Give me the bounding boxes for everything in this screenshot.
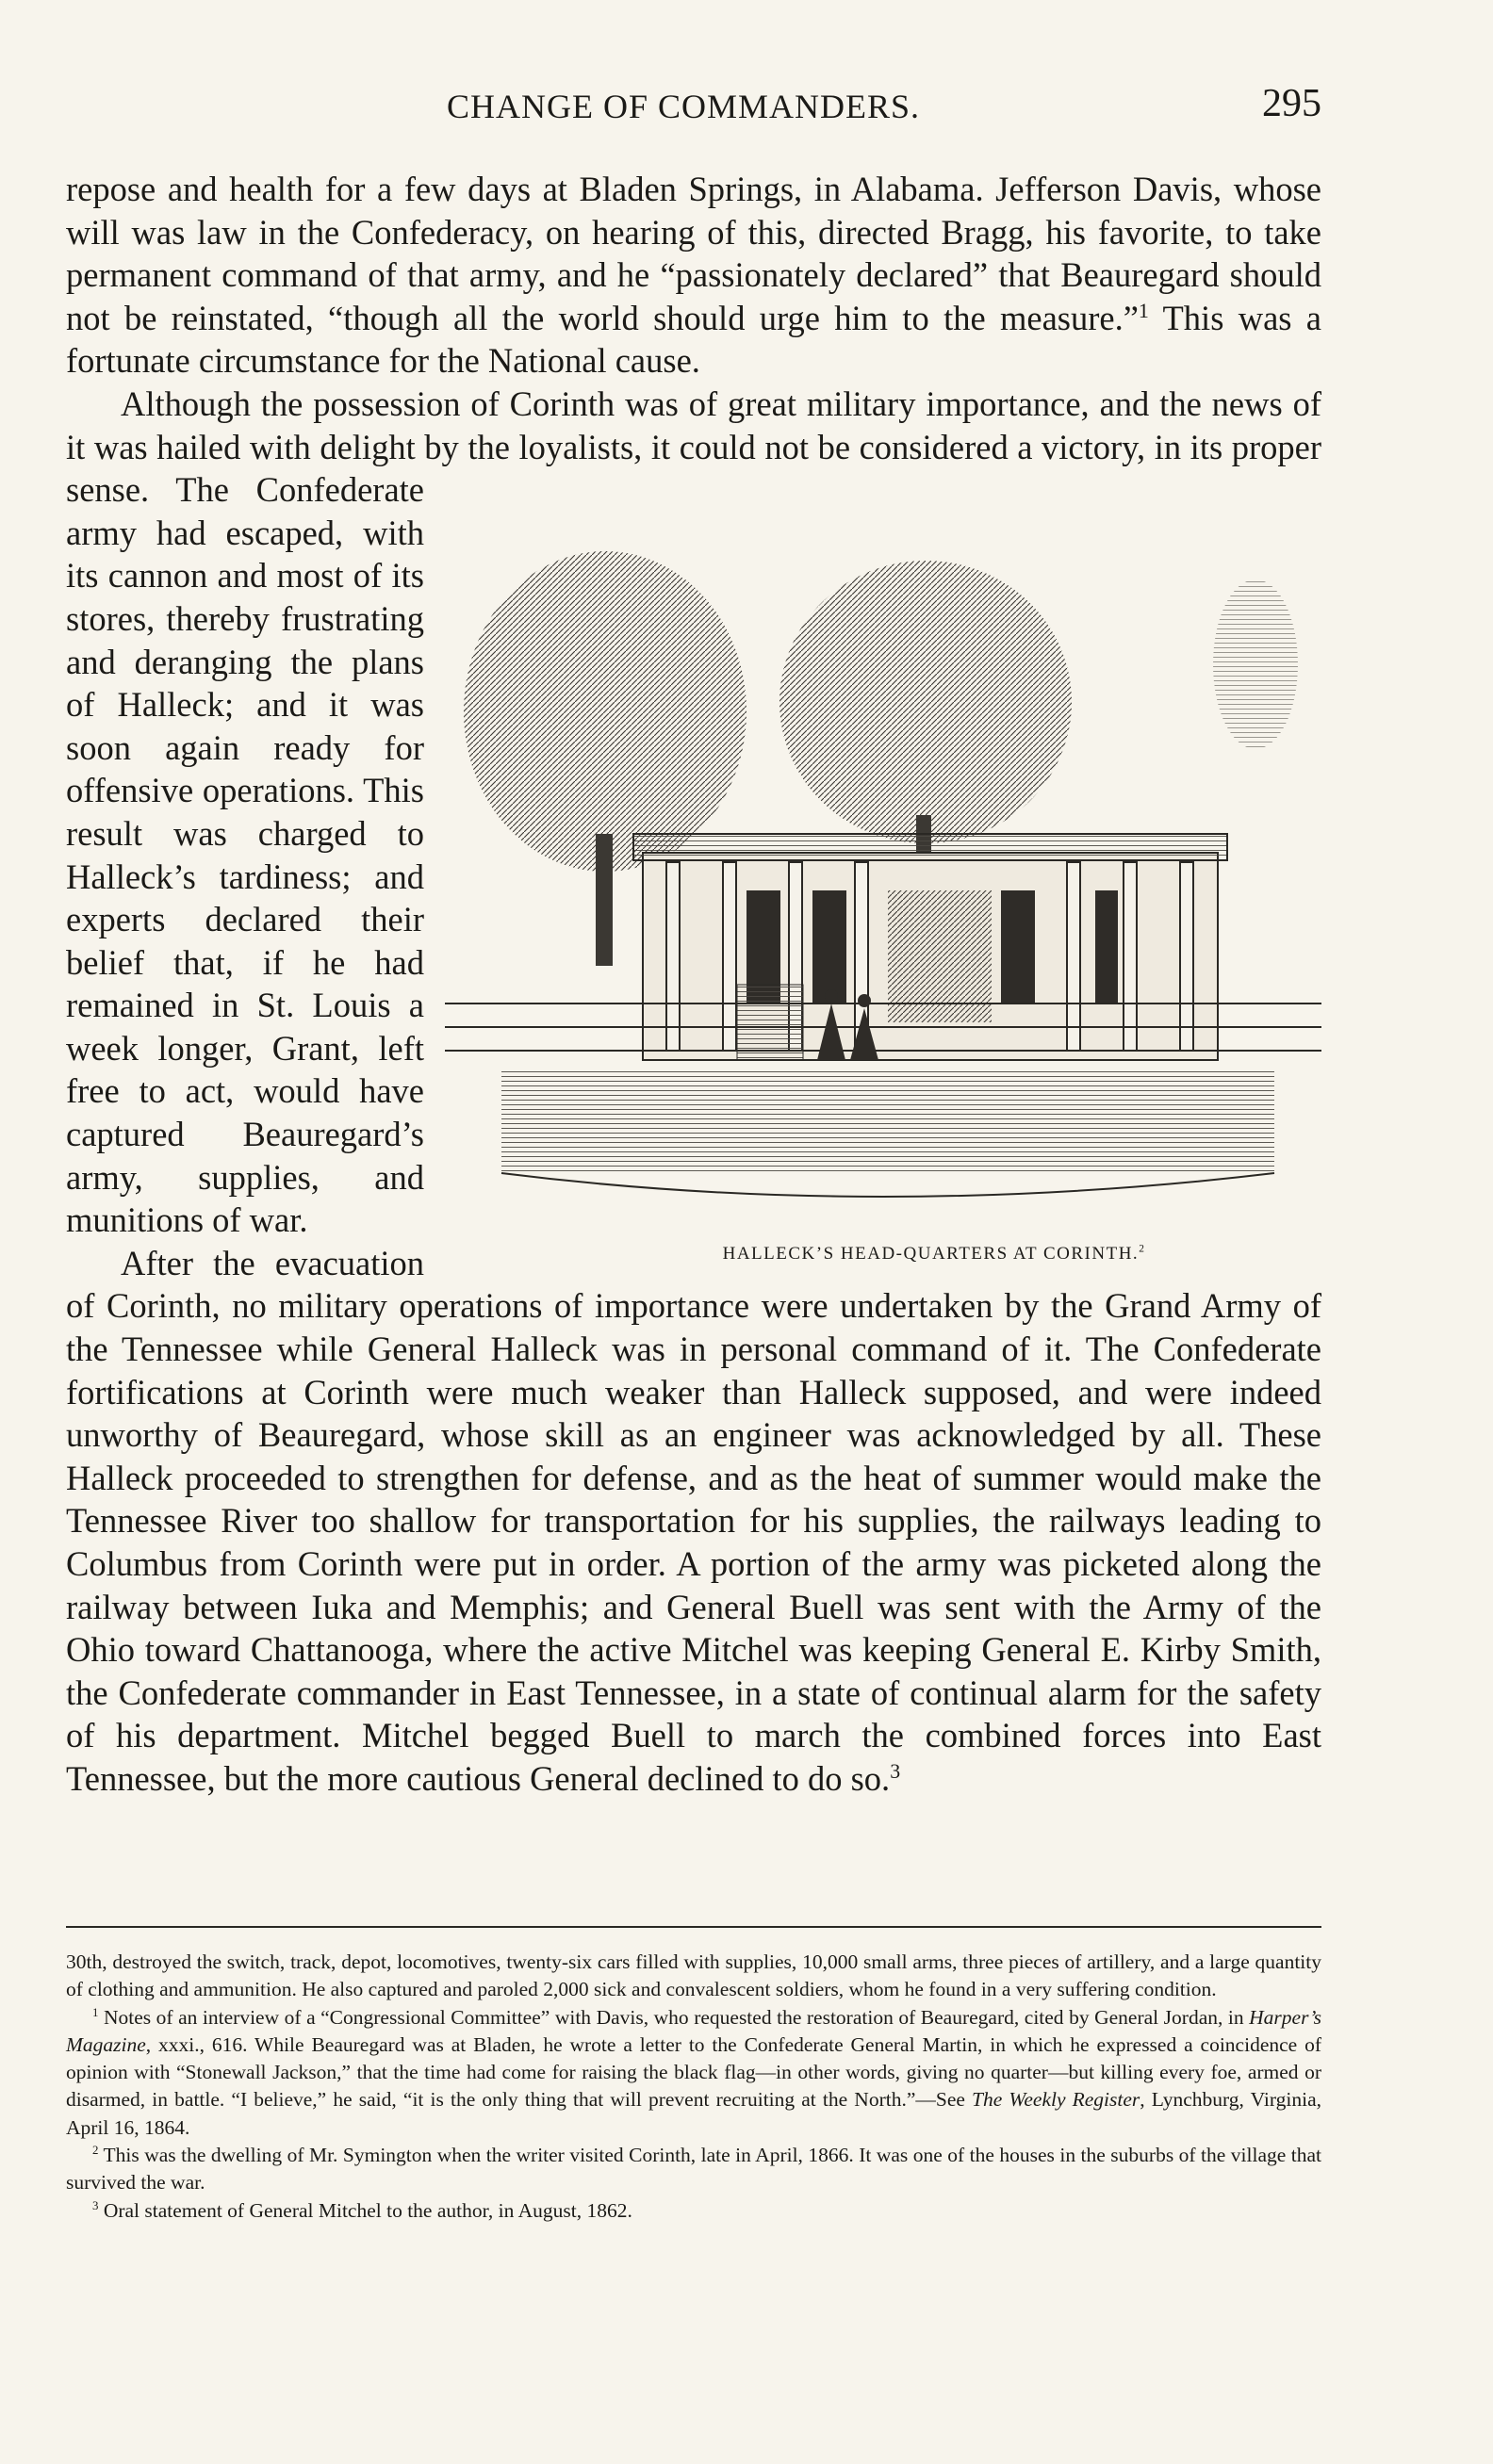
footnote-1: $^1$ Notes of an interview of a “Congressional Committee” with Davis, who requested the restoration of Beauregard, cited by General Jordan, in Harper’s Magazine, xxxi., 616. While Beauregard was at Bladen, he wrote a letter to the Confederate General Martin, in which he expressed a coincidence of opinion with “Stonewall Jackson,” that the time had come for raising the black flag—in other words, giving no quarter—but killing every foe, armed or disarmed, in battle. “I believe,” he said, “it is the only thing that will prevent recruiting at the North.”—See The Weekly Register, Lynchburg, Virginia, April 16, 1864. [66,2005,1321,2139]
paragraph-2: Although the possession of Corinth was of great military importance, and the news of it was hailed with delight by the loyalists, it could not be HALLECK’S HEAD-QUARTERS AT CORINTH.$^2$ considered a victory, in its proper sense. The Confederate army had escaped, with its cannon and most of its stores, thereby frustrating and deranging the plans of Halleck; and it was soon again ready for offensive operations. This result was charged to Halleck’s tardiness; and experts declared their belief that, if he had remained in St. Louis a week longer, Grant, left free to act, would have captured Beauregard’s army, supplies, and munitions of war. [66,383,1321,1242]
caption-footnote-ref: 2 [1139,1243,1146,1255]
footnote-ref-3: 3 [890,1758,901,1783]
footnote-divider [66,1926,1321,1928]
illustration-figure [445,468,1321,1282]
footnote-3: $^3$ Oral statement of General Mitchel to the author, in August, 1862. [92,2198,632,2222]
page-header [66,81,1321,128]
paragraph-1: repose and health for a few days at Bladen Springs, in Alabama. Jefferson Davis, whose will was law in the Confederacy, on hearing of this, directed Bragg, his favorite, to take permanent command of that army, and he “passionately declared” that Beauregard should not be reinstated, “though all the world should urge him to the measure.”$^1$ This was a fortunate circumstance for the National cause. [66,170,1321,381]
running-head: CHANGE OF COMMANDERS. [447,88,921,125]
footnote-2: $^2$ This was the dwelling of Mr. Symington when the writer visited Corinth, late in April, 1866. It was one of the houses in the suburbs of the village that survived the war. [66,2143,1321,2195]
figure-caption: HALLECK’S HEAD-QUARTERS AT CORINTH.$^2$ [722,1243,1146,1264]
page-number: 295 [1262,82,1321,125]
body-text [66,168,1321,1801]
footnote-ref-1: 1 [1138,298,1149,322]
footnote-continuation: 30th, destroyed the switch, track, depot, locomotives, twenty-six cars filled with supplies, 10,000 small arms, three pieces of artillery, and a large quantity of clothing and ammunition. He also captured and paroled 2,000 sick and convalescent soldiers, whom he found in a very suffering condition. [66,1950,1321,2001]
footnotes [66,1949,1321,2225]
paragraph-3: After the evacuation of Corinth, no military operations of importance were undertaken by the Grand Army of the Tennessee while General Halleck was in personal command of it. The Confederate fortifications at Corinth were much weaker than Halleck supposed, and were indeed unworthy of Beauregard, whose skill as an engineer was acknowledged by all. These Halleck proceeded to strengthen for defense, and as the heat of summer would make the Tennessee River too shallow for transportation for his supplies, the railways leading to Columbus from Corinth were put in order. A portion of the army was picketed along the railway between Iuka and Memphis; and General Buell was sent with the Army of the Ohio toward Chattanooga, where the active Mitchel was keeping General E. Kirby Smith, the Confederate commander in East Tennessee, in a state of continual alarm for the safety of his department. Mitchel begged Buell to march the combined forces into East Tennessee, but the more cautious General declined to do so.$^3$ [66,1243,1321,1798]
house-engraving [445,476,1321,1248]
